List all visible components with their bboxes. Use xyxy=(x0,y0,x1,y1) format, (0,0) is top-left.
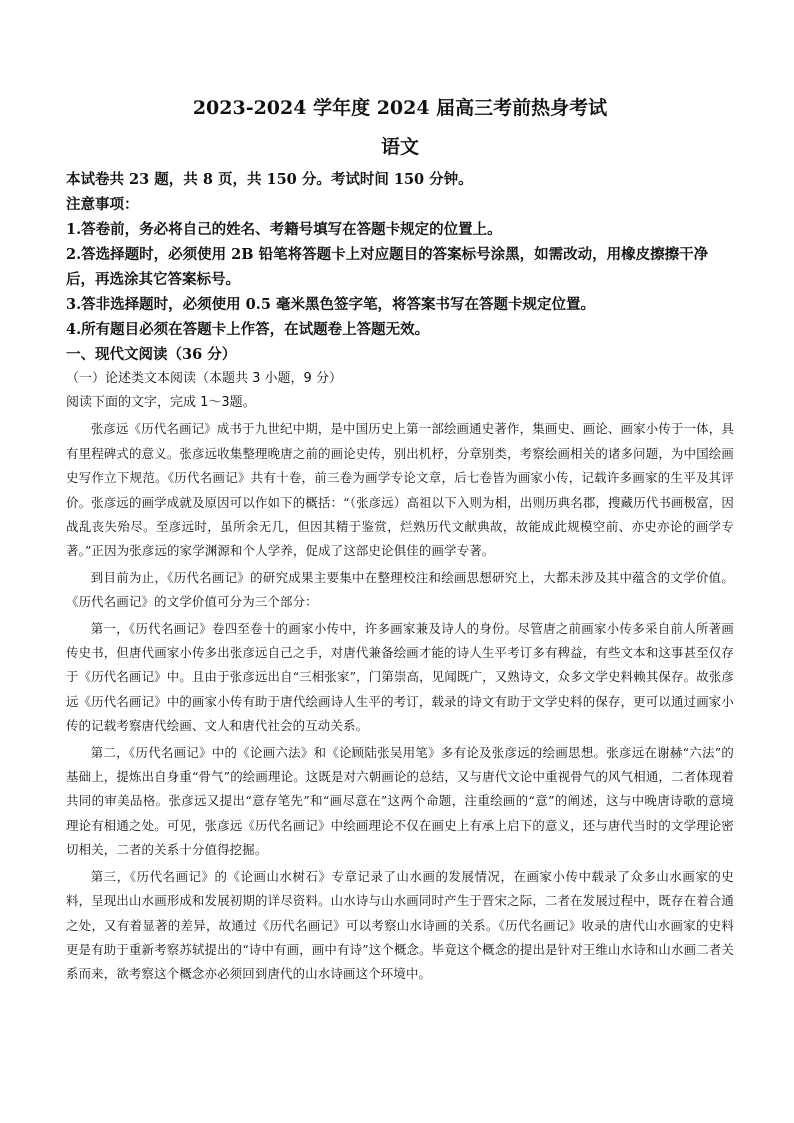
note-item: 3.答非选择题时，必须使用 0.5 毫米黑色签字笔，将答案书写在答题卡规定位置。 xyxy=(66,296,595,314)
exam-title: 2023-2024 学年度 2024 届高三考前热身考试 xyxy=(192,97,608,119)
note-item: 2.答选择题时，必须使用 2B 铅笔将答题卡上对应题目的答案标号涂黑，如需改动，用橡皮擦擦干净后，再选涂其它答案标号。 xyxy=(66,246,709,289)
subsection-heading: （一）论述类文本阅读（本题共 3 小题，9 分） xyxy=(66,371,342,387)
subject-title: 语文 xyxy=(380,135,419,158)
note-item: 1.答卷前，务必将自己的姓名、考籍号填写在答题卡规定的位置上。 xyxy=(66,221,502,239)
notes-heading: 注意事项： xyxy=(66,196,139,214)
passage-paragraph: 第二，《历代名画记》中的《论画六法》和《论顾陆张吴用笔》多有论及张彦远的绘画思想。张彦远在谢赫“六法”的基础上，提炼出自身重“骨气”的绘画理论。这既是对六朝画论的总结，又与唐代文论中重视骨气的风气相通，二者体现着共同的审美品格。张彦远又提出“意存笔先”和“画尽意在”这两个命题，注重绘画的“意”的阐述，这与中晚唐诗歌的意境理论有相通之处。可见，张彦远《历代名画记》中绘画理论不仅在画史上有承上启下的意义，还与唐代当时的文学理论密切相关，二者的关系十分值得挖掘。 xyxy=(66,744,734,858)
passage-paragraph: 第一，《历代名画记》卷四至卷十的画家小传中，许多画家兼及诗人的身份。尽管唐之前画家小传多采自前人所著画传史书，但唐代画家小传多出张彦远自己之手，对唐代兼备绘画才能的诗人生平考订多有稗益，有些文本和这事甚至仅存于《历代名画记》中。且由于张彦远出自“三相张家”，门第崇高，见闻既广，又熟诗文，众多文学史料赖其保存。故张彦远《历代名画记》中的画家小传有助于唐代绘画诗人生平的考订，载录的诗文有助于文学史料的保存，更可以通过画家小传的记载考察唐代绘画、文人和唐代社会的互动关系。 xyxy=(66,620,734,734)
passage-paragraph: 到目前为止，《历代名画记》的研究成果主要集中在整理校注和绘画思想研究上，大都未涉及其中蕴含的文学价值。《历代名画记》的文学价值可分为三个部分： xyxy=(66,569,734,610)
passage-paragraph: 第三，《历代名画记》的《论画山水树石》专章记录了山水画的发展情况，在画家小传中载录了众多山水画家的史料，呈现出山水画形成和发展初期的详尽资料。山水诗与山水画同时产生于晋宋之际，二者在发展过程中，既存在着合通之处，又有着显著的差异，故通过《历代名画记》可以考察山水诗画的关系。《历代名画记》收录的唐代山水画家的史料更是有助于重新考察苏轼提出的“诗中有画，画中有诗”这个概念。毕竟这个概念的提出是针对王维山水诗和山水画二者关系而来，欲考察这个概念亦必须回到唐代的山水诗画这个环境中。 xyxy=(66,868,734,982)
note-item: 4.所有题目必须在答题卡上作答，在试题卷上答题无效。 xyxy=(66,321,430,339)
exam-summary: 本试卷共 23 题，共 8 页，共 150 分。考试时间 150 分钟。 xyxy=(66,171,473,189)
section-heading: 一、现代文阅读（36 分） xyxy=(66,346,237,364)
passage-paragraph: 张彦远《历代名画记》成书于九世纪中期，是中国历史上第一部绘画通史著作，集画史、画论、画家小传于一体，具有里程碑式的意义。张彦远收集整理晚唐之前的画论史传，别出机杼，分章别类，考察绘画相关的诸多问题，为中国绘画史写作立下规范。《历代名画记》共有十卷，前三卷为画学专论文章，后七卷皆为画家小传，记载许多画家的生平及其评价。张彦远的画学成就及原因可以作如下的概括：“（张彦远）高祖以下入则为相，出则历典名郡，搜藏历代书画极富，因战乱丧失殆尽。至彦远时，虽所余无几，但因其精于鉴赏，烂熟历代文献典故，故能成此规模空前、亦史亦论的画学专著。”正因为张彦远的家学渊源和个人学养，促成了这部史论俱佳的画学专著。 xyxy=(66,421,734,559)
reading-instruction: 阅读下面的文字，完成 1～3题。 xyxy=(66,395,256,411)
